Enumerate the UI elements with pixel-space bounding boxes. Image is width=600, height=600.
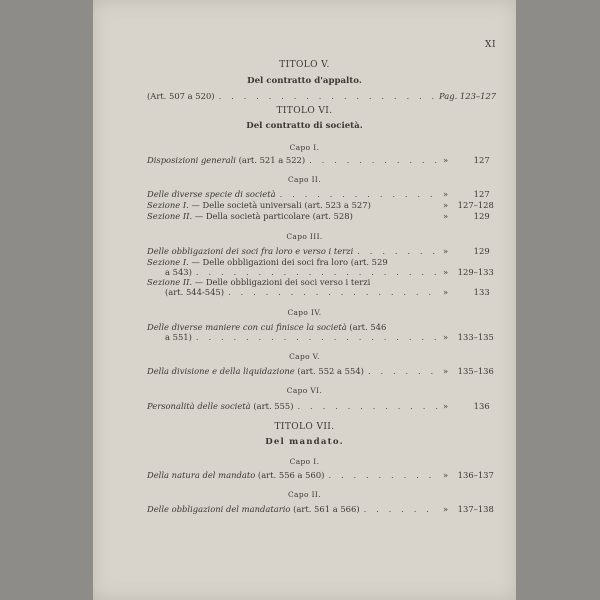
page-ref: » 135–136: [443, 366, 494, 376]
leader-dots: [324, 470, 438, 480]
page-number: XI: [485, 40, 496, 50]
page-ref: » 133: [443, 287, 490, 297]
entry-sezione-universali: Sezione I. — Delle società universali (art. 523 a 527): [147, 200, 371, 210]
page-ref: » 133–135: [443, 332, 494, 342]
titolo-vi-heading: Del contratto di società.: [246, 121, 363, 131]
leader-dots: [192, 267, 438, 277]
page-ref: » 127: [443, 155, 490, 165]
titolo-vii-heading: Del mandato.: [265, 437, 344, 447]
entry-divisione: Della divisione e della liquidazione (art. 552 a 554) . . .: [147, 366, 438, 376]
entry-obbligazioni-mandatario: Delle obbligazioni del mandatario (art. 561 a 566) . . .: [147, 504, 438, 514]
capo-i-mandato: Capo I.: [289, 457, 320, 466]
entry-obbligazioni-soci: Delle obbligazioni dei soci fra loro e verso i terzi . . .: [147, 246, 438, 256]
book-page: [93, 0, 516, 600]
leader-dots: [353, 246, 438, 256]
entry-sezione-terzi: Sezione II. — Delle obbligazioni dei soci verso i terzi: [147, 277, 371, 287]
appalto-entry: [147, 91, 438, 101]
page-ref: » 129–133: [443, 267, 494, 277]
leader-dots: [364, 366, 438, 376]
leader-dots: [305, 155, 438, 165]
leader-dots: [224, 287, 438, 297]
page-ref: » 137–138: [443, 504, 494, 514]
titolo-v: TITOLO V.: [279, 60, 330, 70]
page-ref: » 127–128: [443, 200, 494, 210]
entry-sezione-fra-loro: Sezione I. — Delle obbligazioni dei soci fra loro (art. 529: [147, 257, 388, 267]
entry-disposizioni: Disposizioni generali (art. 521 a 522) . . .: [147, 155, 438, 165]
capo-i: Capo I.: [289, 143, 320, 152]
page-ref: » 129: [443, 246, 490, 256]
capo-vi: Capo VI.: [286, 386, 323, 395]
capo-iv: Capo IV.: [287, 308, 322, 317]
entry-sezione-particolare: Sezione II. — Della società particolare (art. 528): [147, 211, 353, 221]
appalto-page: Pag. 123–127: [439, 91, 497, 101]
capo-v: Capo V.: [289, 352, 320, 361]
page-ref: » 129: [443, 211, 490, 221]
capo-iii: Capo III.: [286, 232, 323, 241]
titolo-v-heading: Del contratto d'appalto.: [247, 76, 362, 86]
leader-dots: [192, 332, 438, 342]
leader-dots: [294, 401, 438, 411]
entry-natura-mandato: Della natura del mandato (art. 556 a 560) . . .: [147, 470, 438, 480]
entry-text: (Art. 507 a 520): [147, 91, 215, 101]
entry-continuation: (art. 544-545) . . .: [165, 287, 438, 297]
leader-dots: [215, 91, 438, 101]
entry-specie: Delle diverse specie di società . . .: [147, 189, 438, 199]
leader-dots: [276, 189, 438, 199]
page-ref: » 127: [443, 189, 490, 199]
entry-maniere: Delle diverse maniere con cui finisce la società (art. 546: [147, 322, 387, 332]
capo-ii-mandato: Capo II.: [288, 490, 321, 499]
titolo-vii: TITOLO VII.: [274, 422, 335, 432]
titolo-vi: TITOLO VI.: [276, 106, 333, 116]
entry-continuation: a 551) . . .: [165, 332, 438, 342]
page-ref: » 136: [443, 401, 490, 411]
entry-continuation: a 543) . . .: [165, 267, 438, 277]
leader-dots: [360, 504, 438, 514]
capo-ii: Capo II.: [288, 175, 321, 184]
entry-personalita: Personalità delle società (art. 555) . . .: [147, 401, 438, 411]
page-ref: » 136–137: [443, 470, 494, 480]
